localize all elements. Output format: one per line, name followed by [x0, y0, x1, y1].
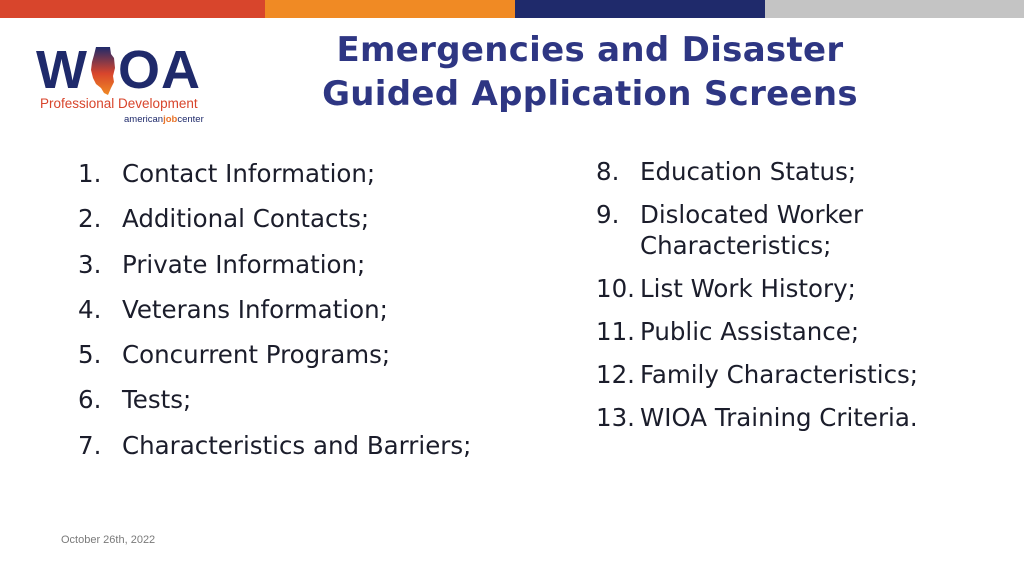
slide-title — [270, 28, 910, 116]
item-number: 7. — [78, 430, 102, 460]
list-item — [78, 337, 558, 382]
list-item — [596, 156, 1016, 187]
footer-date: October 26th, 2022 — [61, 534, 156, 546]
ajc-suffix: center — [177, 114, 204, 125]
item-text: Veterans Information; — [122, 294, 388, 324]
logo-letter-w: W — [36, 40, 88, 100]
item-number: 9. — [596, 200, 620, 229]
list-item — [78, 201, 558, 246]
list-item — [596, 316, 1016, 347]
logo-wordmark — [36, 40, 201, 100]
item-text: Concurrent Programs; — [122, 340, 391, 370]
item-number: 13. — [596, 403, 635, 432]
logo-letters-oa: OA — [117, 40, 201, 100]
title-line-2: Guided Application Screens — [322, 74, 858, 114]
list-item — [596, 359, 1016, 390]
item-text: Private Information; — [122, 249, 366, 279]
item-number: 1. — [78, 159, 102, 188]
item-number: 8. — [596, 157, 620, 186]
screens-list-left — [78, 156, 558, 473]
logo-american-job-center — [124, 114, 204, 125]
item-text: Public Assistance; — [640, 317, 860, 346]
list-item — [78, 247, 558, 292]
list-item — [78, 292, 558, 337]
item-text: List Work History; — [640, 274, 856, 303]
list-item — [596, 273, 1016, 304]
item-text: Dislocated Worker Characteristics; — [640, 200, 864, 260]
top-color-strip — [0, 0, 1024, 18]
list-item — [596, 402, 1016, 433]
item-number: 3. — [78, 249, 102, 279]
list-item — [78, 382, 558, 427]
illinois-state-icon — [90, 46, 116, 96]
item-number: 6. — [78, 385, 102, 415]
screens-list-right — [596, 156, 1016, 445]
list-item — [596, 199, 1016, 261]
item-number: 12. — [596, 360, 635, 389]
strip-red — [0, 0, 265, 18]
item-text: Contact Information; — [122, 159, 376, 188]
ajc-prefix: american — [124, 114, 164, 125]
item-text: Education Status; — [640, 157, 857, 186]
item-number: 11. — [596, 317, 635, 346]
wioa-logo — [32, 40, 232, 130]
item-text: WIOA Training Criteria. — [640, 403, 918, 432]
list-item — [78, 156, 558, 201]
strip-orange — [265, 0, 515, 18]
strip-gray — [765, 0, 1024, 18]
ajc-mid: job — [163, 114, 178, 125]
list-item — [78, 428, 558, 473]
strip-navy — [515, 0, 765, 18]
item-number: 2. — [78, 204, 102, 234]
item-number: 5. — [78, 340, 102, 370]
item-number: 4. — [78, 294, 102, 324]
item-text: Additional Contacts; — [122, 204, 370, 234]
item-text: Family Characteristics; — [640, 360, 919, 389]
logo-subtitle: Professional Development — [40, 96, 198, 111]
title-line-1: Emergencies and Disaster — [336, 30, 844, 70]
item-number: 10. — [596, 274, 635, 303]
item-text: Characteristics and Barriers; — [122, 430, 472, 460]
item-text: Tests; — [122, 385, 192, 415]
